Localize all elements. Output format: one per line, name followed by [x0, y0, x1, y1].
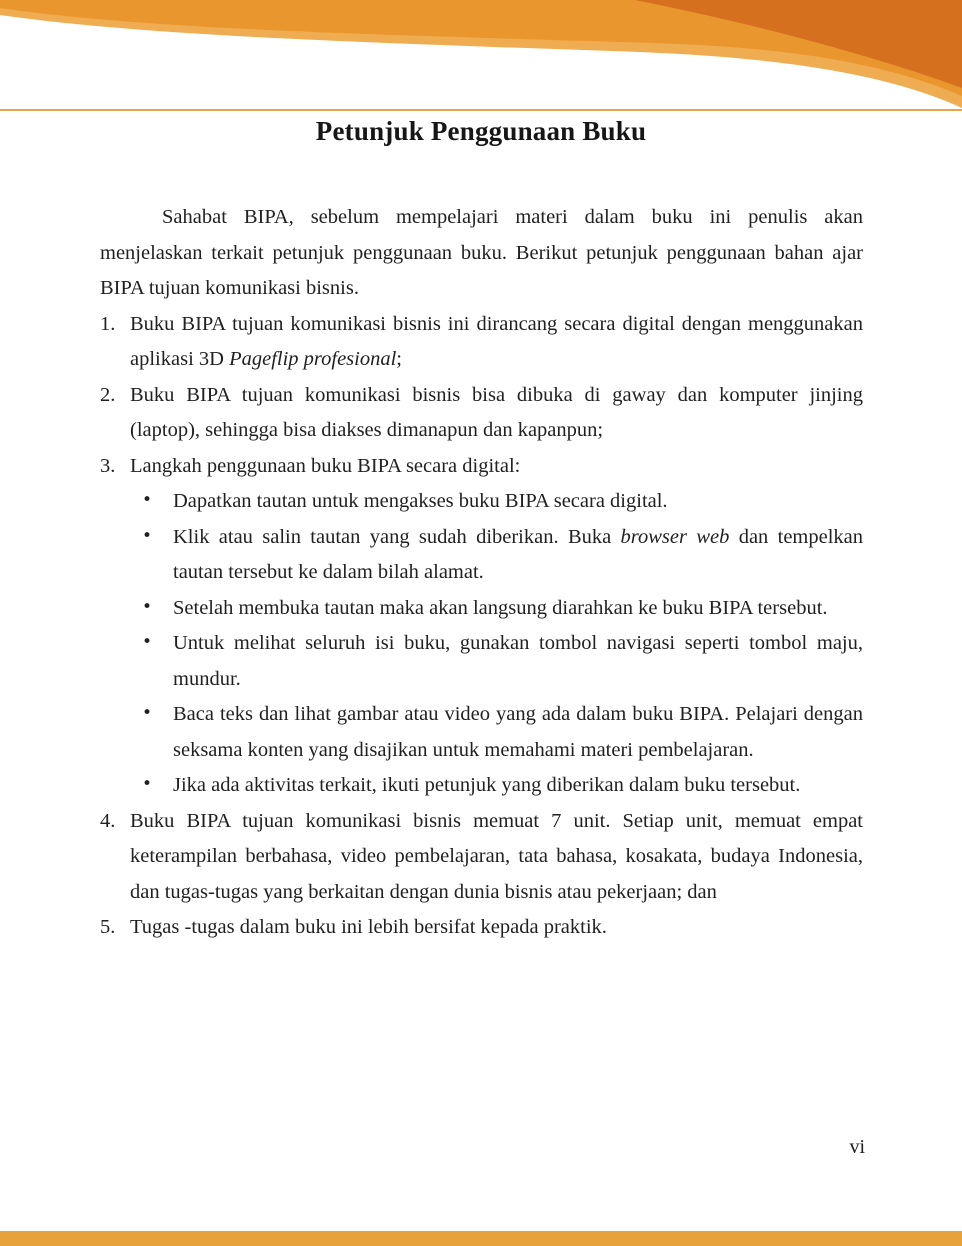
footer-bar	[0, 1231, 962, 1246]
bullet-icon: •	[142, 632, 153, 652]
item-number: 5.	[100, 916, 116, 938]
instruction-item-4	[100, 804, 863, 911]
bullet-icon: •	[142, 703, 153, 723]
item-number: 4.	[100, 809, 116, 832]
item-text: Buku BIPA tujuan komunikasi bisnis bisa dibuka di gaway dan komputer jinjing (laptop), sehingga bisa diakses dimanapun dan kapanpun;	[130, 383, 863, 441]
intro-paragraph: Sahabat BIPA, sebelum mempelajari materi dalam buku ini penulis akan menjelaskan terkait petunjuk penggunaan buku. Berikut petunjuk penggunaan bahan ajar BIPA tujuan komunikasi bisnis.	[100, 206, 863, 299]
bullet-text-italic: browser web	[620, 525, 730, 548]
bullet-icon: •	[142, 490, 153, 510]
item-text: Buku BIPA tujuan komunikasi bisnis ini dirancang secara digital dengan menggunakan aplikasi 3D	[130, 312, 863, 370]
bullet-text: Klik atau salin tautan yang sudah diberikan. Buka	[173, 525, 621, 548]
item-text: Tugas -tugas dalam buku ini lebih bersifat kepada praktik.	[130, 916, 607, 938]
item-number: 1.	[100, 312, 116, 335]
item-text-italic: Pageflip profesional	[229, 348, 397, 370]
bullet-text: Setelah membuka tautan maka akan langsung diarahkan ke buku BIPA tersebut.	[173, 596, 828, 619]
header-divider-line	[0, 109, 962, 111]
bullet-icon: •	[142, 774, 153, 794]
bullet-item-3	[100, 591, 863, 627]
bullet-text: Untuk melihat seluruh isi buku, gunakan tombol navigasi seperti tombol maju, mundur.	[173, 632, 863, 690]
item-number: 2.	[100, 383, 116, 406]
item-text-after: ;	[396, 348, 402, 370]
instruction-item-1	[100, 307, 863, 378]
page-title: Petunjuk Penggunaan Buku	[315, 116, 647, 146]
page-content	[100, 200, 863, 946]
bullet-text: Dapatkan tautan untuk mengakses buku BIPA secara digital.	[173, 490, 668, 512]
bullet-item-5	[100, 697, 863, 768]
bullet-icon: •	[142, 525, 153, 546]
bullet-item-4	[100, 626, 863, 697]
bullet-item-6	[100, 768, 863, 804]
bullet-icon: •	[142, 596, 153, 617]
header-swoosh-graphic	[0, 0, 962, 115]
item-number: 3.	[100, 454, 116, 477]
bullet-text: Jika ada aktivitas terkait, ikuti petunjuk yang diberikan dalam buku tersebut.	[173, 774, 801, 796]
page-number: vi	[849, 1136, 865, 1158]
bullet-text-after: dan tempelkan tautan tersebut ke dalam bilah alamat.	[173, 525, 864, 583]
bullet-item-2	[100, 520, 863, 591]
instruction-item-2	[100, 378, 863, 449]
item-text: Buku BIPA tujuan komunikasi bisnis memuat 7 unit. Setiap unit, memuat empat keterampilan berbahasa, video pembelajaran, tata bahasa, kosakata, budaya Indonesia, dan tugas-tugas yang berkaitan dengan dunia bisnis atau pekerjaan; dan	[130, 809, 863, 903]
instruction-item-3	[100, 449, 863, 485]
bullet-text: Baca teks dan lihat gambar atau video yang ada dalam buku BIPA. Pelajari dengan seksama konten yang disajikan untuk memahami materi pembelajaran.	[173, 703, 863, 761]
bullet-item-1	[100, 484, 863, 520]
instruction-item-5	[100, 910, 863, 946]
item-text: Langkah penggunaan buku BIPA secara digital:	[130, 454, 521, 477]
